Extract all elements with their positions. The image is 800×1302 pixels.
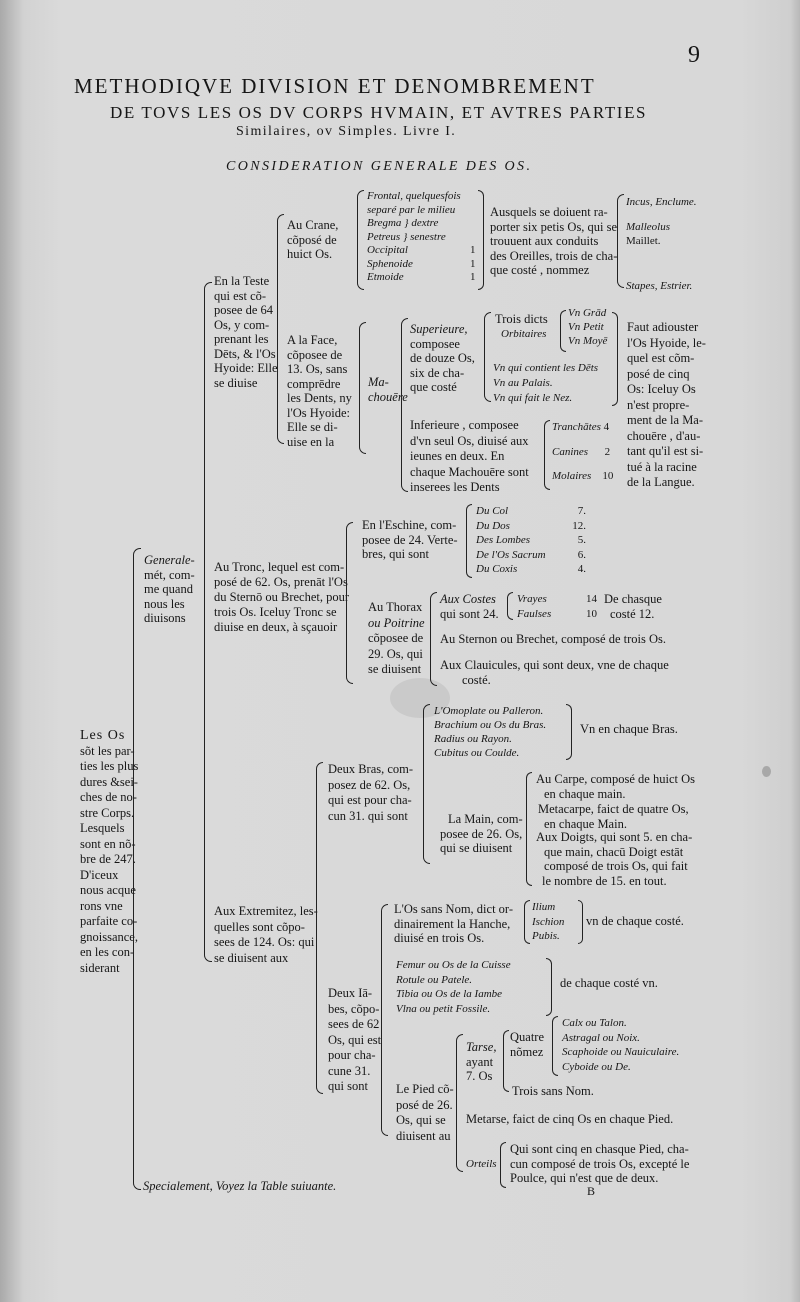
bracket-pied <box>456 1034 463 1172</box>
dents-list: Tranchātes 4 Canines 2 Molaires 10 <box>552 421 614 482</box>
generalement-text: Generale- mét, com- me quand nous les diuisons <box>144 553 195 625</box>
bracket-tarse <box>503 1030 509 1092</box>
bracket-main <box>133 548 141 1190</box>
crane-counts: 1 1 1 <box>470 244 476 283</box>
bracket-face <box>359 322 366 454</box>
eschine-text: En l'Eschine, com- posee de 24. Verte- bres, qui sont <box>362 518 458 561</box>
bras-bones: L'Omoplate ou Palleron. Brachium ou Os du Bras. Radius ou Rayon. Cubitus ou Coulde. <box>434 705 547 759</box>
tarse-text: Tarse, ayant 7. Os <box>466 1040 497 1083</box>
doigts-text: Aux Doigts, qui sont 5. en cha- que main, chacū Doigt estāt composé de trois Os, qui fait le nombre de 15. en tout. <box>536 830 693 888</box>
crane-text: Au Crane, cõposé de huict Os. <box>287 218 339 261</box>
bras-text: Deux Bras, com- posez de 62. Os, qui est pour cha- cun 31. qui sont <box>328 762 414 823</box>
bracket-vertebres <box>466 504 472 578</box>
costes-side: De chasque costé 12. <box>604 592 662 621</box>
signature-mark: B <box>587 1184 596 1198</box>
bracket-superieure <box>484 312 491 402</box>
bracket-tarse-bones <box>552 1016 558 1076</box>
extremitez-text: Aux Extremitez, les- quelles sont cõpo- sees de 124. Os: qui se diuisent aux <box>214 904 318 965</box>
bracket-machouere <box>401 318 408 492</box>
bracket-hanche <box>524 900 530 944</box>
orteils-label: Orteils <box>466 1158 497 1170</box>
bracket-generalement <box>204 282 212 962</box>
jambes-text: Deux Iā- bes, cõpo- sees de 62 Os, qui est pour cha- cune 31. qui sont <box>328 986 382 1093</box>
bracket-costes <box>507 592 513 620</box>
inferieure-text: Inferieure , composee d'vn seul Os, diuisé aux ieunes en deux. En chaque Machouēre sont inserees les Dents <box>410 418 529 494</box>
specialement-text: Specialement, Voyez la Table suiuante. <box>143 1179 337 1193</box>
bracket-orteils <box>500 1142 506 1188</box>
metacarpe-text: Metacarpe, faict de quatre Os, en chaque Main. <box>538 802 689 831</box>
carpe-text: Au Carpe, composé de huict Os en chaque main. <box>536 772 695 801</box>
oreilles-text: Ausquels se doiuent ra- porter six petis Os, qui se trouuent aux conduits des Oreilles, trois de cha- que costé , nommez <box>490 205 618 277</box>
tarse-bones: Calx ou Talon. Astragal ou Noix. Scaphoide ou Nauiculaire. Cyboide ou De. <box>562 1017 680 1073</box>
orbitaires-text: Trois dicts Orbitaires <box>495 312 548 340</box>
bracket-tronc <box>346 522 353 684</box>
thorax-text: Au Thorax ou Poitrine cõposee de 29. Os, qui se diuisent <box>368 600 425 676</box>
intro-text: Les Os sõt les par- ties les plus dures &sei- ches de no- stre Corps. Lesquels sont en nõ- bre de 247. D'iceux nous acque rons vne parfaite co- gnoissance, en les con- siderant <box>80 728 139 975</box>
page-number: 9 <box>688 42 700 68</box>
sans-nom-text: L'Os sans Nom, dict or- dinairement la Hanche, diuisé en trois Os. <box>394 902 514 945</box>
vertebres-list: Du Col 7. Du Dos 12. Des Lombes 5. De l'Os Sacrum 6. Du Coxis 4. <box>476 505 586 576</box>
bracket-crane-close <box>478 190 484 290</box>
title-line-1: METHODIQVE DIVISION ET DENOMBREMENT <box>74 74 596 98</box>
pied-text: Le Pied cõ- posé de 26. Os, qui se diuisent au <box>396 1082 454 1143</box>
title-line-2: DE TOVS LES OS DV CORPS HVMAIN, ET AVTRES PARTIES <box>110 103 648 122</box>
bracket-main-hand <box>526 772 532 886</box>
hanche-parts: Ilium Ischion Pubis. <box>532 901 565 942</box>
sternon-text: Au Sternon ou Brechet, composé de trois Os. <box>440 632 667 646</box>
upper-others: Vn qui contient les Dēts Vn au Palais. Vn qui fait le Nez. <box>493 362 599 404</box>
bracket-crane <box>357 190 364 290</box>
hyoide-text: Faut adiouster l'Os Hyoide, le- quel est cõm- posé de cinq Os: Iceluy Os n'est propre- ment de la Ma- chouēre , d'au- tant qu'il est si- tué à la racine de la Langue. <box>627 320 706 489</box>
oreille-bones: Incus, Enclume. Malleolus Maillet. Stapes, Estrier. <box>626 196 697 292</box>
bracket-bras-close <box>566 704 572 760</box>
teste-text: En la Teste qui est cõ- posee de 64 Os, y com- prenant les Dēts, & l'Os Hyoide: Elle se diuise <box>214 274 278 390</box>
bracket-oreilles <box>617 194 624 288</box>
tronc-text: Au Tronc, lequel est com- posé de 62. Os, prenāt l'Os du Sternō ou Brechet, pour trois Os. Iceluy Tronc se diuise en deux, à sçauoir <box>214 560 350 634</box>
metatarse-text: Metarse, faict de cinq Os en chaque Pied. <box>466 1112 674 1126</box>
main-text: La Main, com- posee de 26. Os, qui se diuisent <box>440 812 523 855</box>
hanche-each: vn de chaque costé. <box>586 914 684 928</box>
bracket-teste <box>277 214 284 444</box>
clavicules-text: Aux Clauicules, qui sont deux, vne de chaque costé. <box>440 658 669 687</box>
bracket-leg-close <box>546 958 552 1016</box>
costes-text: Aux Costes qui sont 24. <box>440 592 499 621</box>
section-title: CONSIDERATION GENERALE DES OS. <box>226 159 533 174</box>
face-text: A la Face, cõposee de 13. Os, sans comprēdre les Dents, ny l'Os Hyoide: Elle se di- uise en la <box>287 333 352 449</box>
bracket-jambes <box>381 904 388 1136</box>
bracket-orbitaires <box>560 310 566 352</box>
bracket-dents <box>544 420 550 490</box>
bracket-upper-close <box>612 312 618 406</box>
bracket-extremitez <box>316 762 323 1094</box>
leg-each: de chaque costé vn. <box>560 976 658 990</box>
bracket-thorax <box>430 592 437 686</box>
title-line-3: Similaires, ov Simples. Livre I. <box>236 124 457 139</box>
leg-bones: Femur ou Os de la Cuisse Rotule ou Patele. Tibia ou Os de la Iambe Vlna ou petit Fossile. <box>396 959 511 1015</box>
quatre-text: Quatre nõmez <box>510 1030 545 1059</box>
bracket-hanche-close <box>578 900 583 944</box>
trois-sans-nom: Trois sans Nom. <box>512 1084 594 1098</box>
costes-types: Vrayes 14 Faulses 10 <box>517 593 597 620</box>
superieure-text: Superieure, composee de douze Os, six de cha- que costé <box>410 322 475 394</box>
machouere-text: Ma- chouēre <box>368 375 408 404</box>
crane-bones: Frontal, quelquesfois separé par le milieu Bregma } dextre Petreus } senestre Occipital Sphenoide Etmoide <box>367 190 461 283</box>
ink-spot <box>762 766 771 777</box>
orteils-text: Qui sont cinq en chasque Pied, cha- cun composé de trois Os, excepté le Poulce, qui n'est que de deux. <box>510 1142 690 1185</box>
orbit-bones: Vn Grād Vn Petit Vn Moyē <box>568 307 608 347</box>
bras-each: Vn en chaque Bras. <box>580 722 678 736</box>
bracket-bras <box>423 704 430 864</box>
